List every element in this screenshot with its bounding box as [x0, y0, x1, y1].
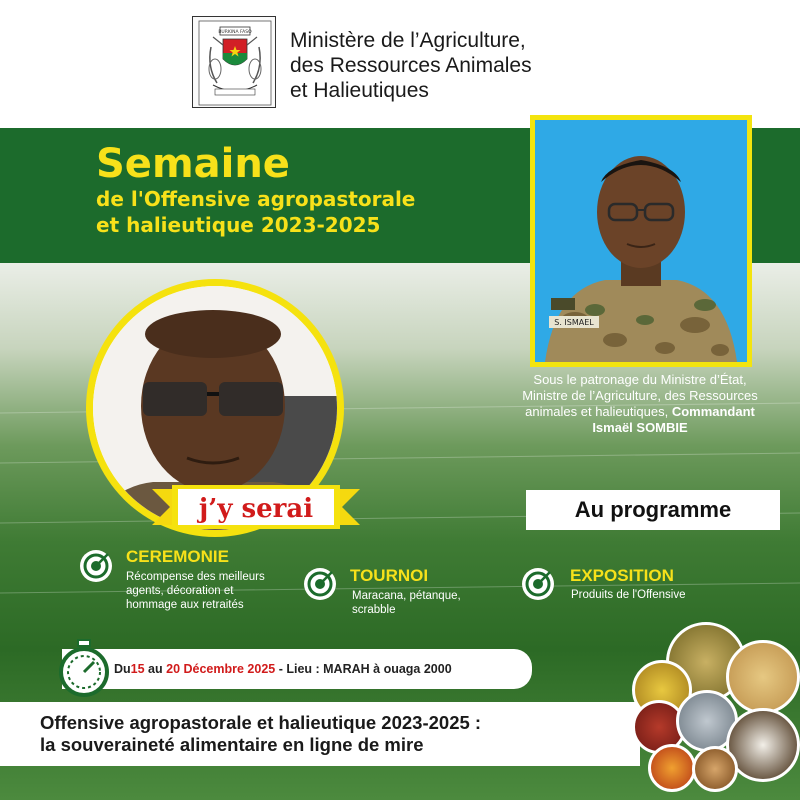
title-main: Semaine — [96, 141, 290, 187]
date-location: - Lieu : MARAH à ouaga 2000 — [275, 662, 452, 676]
desc-line: scrabble — [352, 604, 396, 616]
product-photo-beans — [692, 746, 738, 792]
programme-item-desc-exposition — [571, 588, 686, 602]
title-line-3: et halieutique 2023-2025 — [96, 213, 381, 237]
slogan-line-1: Offensive agropastorale et halieutique 2023-2025 : — [40, 712, 482, 733]
programme-item-desc-tournoi — [352, 589, 461, 617]
target-icon — [520, 566, 556, 602]
badge-jy-serai — [152, 483, 360, 531]
programme-heading: Au programme — [526, 490, 780, 530]
stopwatch-icon — [56, 638, 112, 698]
desc-line: Maracana, pétanque, — [352, 590, 461, 602]
ministry-line-3: et Halieutiques — [290, 79, 429, 102]
title-line-2: de l'Offensive agropastorale — [96, 187, 416, 211]
minister-portrait — [535, 120, 747, 362]
event-title — [96, 142, 415, 238]
caption-line-1: Sous le patronage du Ministre d’État, — [533, 372, 747, 387]
date-start-day: 15 — [130, 662, 145, 676]
caption-line-4-bold: Ismaël SOMBIE — [592, 420, 688, 435]
desc-line: agents, décoration et — [126, 585, 234, 597]
date-middle: au — [144, 662, 167, 676]
target-icon — [302, 566, 338, 602]
caption-line-3-bold: Commandant — [671, 404, 755, 419]
ministry-line-1: Ministère de l’Agriculture, — [290, 29, 526, 52]
desc-line: hommage aux retraités — [126, 599, 244, 611]
patronage-caption — [490, 372, 790, 436]
caption-line-3-plain: animales et halieutiques, — [525, 404, 672, 419]
ministry-name — [290, 28, 532, 103]
programme-item-title-exposition: EXPOSITION — [570, 566, 674, 585]
ministry-line-2: des Ressources Animales — [290, 54, 532, 77]
slogan-line-2: la souveraineté alimentaire en ligne de mire — [40, 734, 424, 755]
name-tag: S. ISMAEL — [554, 318, 594, 327]
date-prefix: Du — [114, 662, 131, 676]
event-date-location — [62, 649, 532, 689]
programme-item-title-tournoi: TOURNOI — [350, 566, 429, 585]
product-photo-potato — [726, 640, 800, 714]
header — [0, 0, 800, 128]
caption-line-3 — [490, 404, 790, 420]
badge-text: j’y serai — [198, 494, 314, 524]
date-end: 20 Décembre 2025 — [166, 662, 276, 676]
product-photo-fruit — [648, 744, 696, 792]
coat-of-arms-logo — [192, 16, 276, 108]
caption-line-2: Ministre de l’Agriculture, des Ressources — [522, 388, 758, 403]
slogan-bar — [0, 702, 640, 766]
coat-label: BURKINA FASO — [218, 30, 252, 35]
programme-item-title-ceremonie: CEREMONIE — [126, 547, 229, 566]
desc-line: Produits de l'Offensive — [571, 589, 686, 601]
minister-portrait-frame — [530, 115, 752, 367]
desc-line: Récompense des meilleurs — [126, 571, 265, 583]
target-icon — [78, 548, 114, 584]
programme-item-desc-ceremonie — [126, 570, 265, 612]
